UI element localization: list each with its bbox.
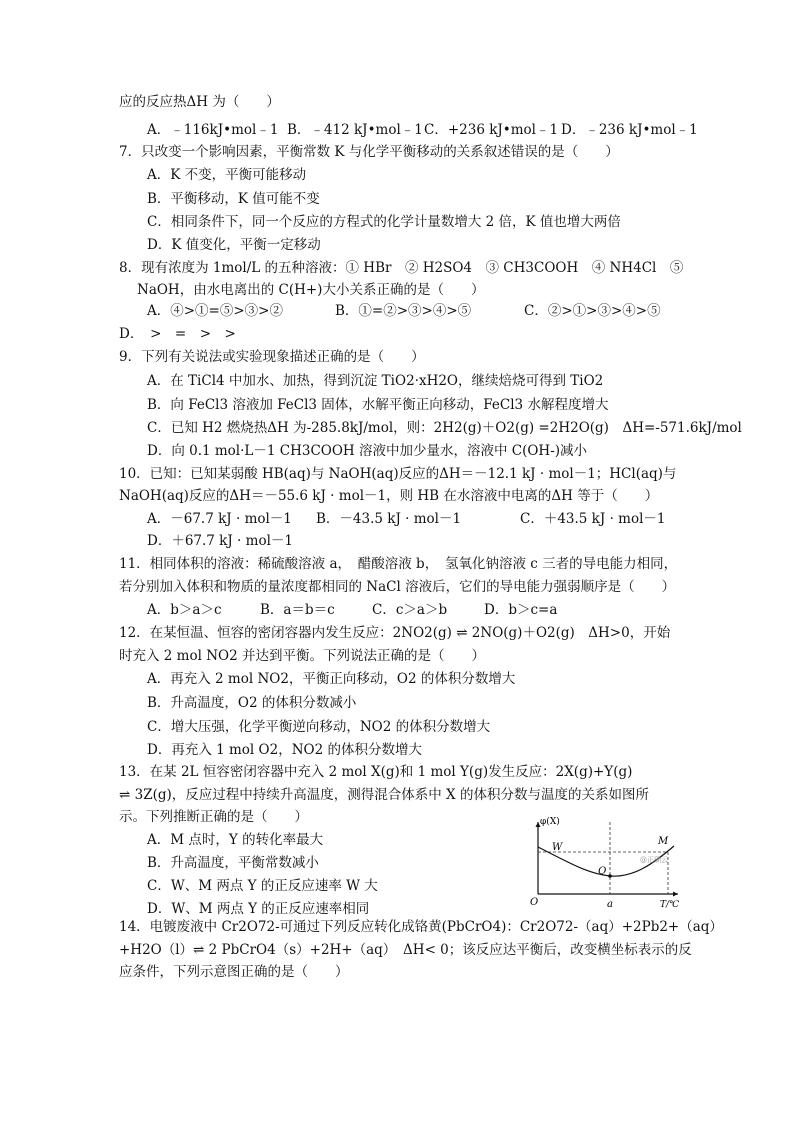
q13-stem-line2: ⇌ 3Z(g)，反应过程中持续升高温度，测得混合体系中 X 的体积分数与温度的关系如图所 (119, 787, 649, 803)
q13-stem-line1: 13．在某 2L 恒容密闭容器中充入 2 mol X(g)和 1 mol Y(g)发生反应：2X(g)+Y(g) (119, 764, 633, 780)
q14-stem-line2: +H2O（l）⇌ 2 PbCrO4（s）+2H+（aq） ΔH< 0；该反应达平衡后，改变横坐标表示的反 (119, 942, 692, 958)
q11-stem-line2: 若分别加入体积和物质的量浓度都相同的 NaCl 溶液后，它们的导电能力强弱顺序是（ ） (119, 579, 676, 595)
q10-option-d: D．＋67.7 kJ · mol－1 (147, 533, 293, 549)
q11-stem-line1: 11．相同体积的溶液：稀硫酸溶液 a， 醋酸溶液 b， 氢氧化钠溶液 c 三者的导电能力相同， (119, 556, 678, 572)
x-axis-arrow (673, 892, 678, 897)
q11-option-b: B．a＝b＝c (260, 602, 335, 618)
q9-stem: 9．下列有关说法或实验现象描述正确的是（ ） (119, 349, 425, 365)
q9-option-b: B．向 FeCl3 溶液加 FeCl3 固体，水解平衡正向移动，FeCl3 水解程度增大 (147, 397, 609, 413)
q6-option-c: C．+236 kJ•mol﹣1 (424, 122, 559, 138)
q9-option-d: D．向 0.1 mol·L－1 CH3COOH 溶液中加少量水，溶液中 C(OH-)减小 (147, 443, 588, 459)
q7-option-d: D．K 值变化，平衡一定移动 (147, 237, 321, 253)
q12-option-b: B．升高温度，O2 的体积分数减小 (147, 695, 357, 711)
q7-option-a: A．K 不变，平衡可能移动 (147, 167, 307, 183)
y-axis-label: φ(X) (540, 817, 560, 827)
q8-option-d: D． > = > > (119, 326, 236, 342)
q6-stem-tail: 应的反应热ΔH 为（ ） (119, 94, 280, 110)
q12-stem-line1: 12．在某恒温、恒容的密闭容器内发生反应：2NO2(g) ⇌ 2NO(g)＋O2(g) ΔH>0，开始 (119, 625, 671, 641)
q7-option-b: B．平衡移动，K 值可能不变 (147, 191, 320, 207)
point-q-label: Q (598, 866, 607, 877)
q6-option-a: A．﹣116kJ•mol﹣1 (147, 122, 279, 138)
q12-option-c: C．增大压强，化学平衡逆向移动，NO2 的体积分数增大 (147, 719, 491, 735)
q13-option-d: D．W、M 两点 Y 的正反应速率相同 (147, 901, 370, 917)
q13-stem-line3: 示。下列推断正确的是（ ） (119, 809, 308, 825)
q8-stem-line2: NaOH，由水电离出的 C(H+)大小关系正确的是（ ） (137, 282, 485, 298)
q10-option-c: C．＋43.5 kJ · mol－1 (520, 511, 666, 527)
q7-stem: 7．只改变一个影响因素，平衡常数 K 与化学平衡移动的关系叙述错误的是（ ） (119, 144, 619, 160)
origin-label: O (530, 897, 539, 908)
q10-option-a: A．－67.7 kJ · mol－1 (147, 511, 292, 527)
q11-option-c: C．c＞a＞b (372, 602, 448, 618)
q14-stem-line1: 14．电镀废液中 Cr2O72-可通过下列反应转化成铬黄(PbCrO4)：Cr2O72-（aq）+2Pb2+（aq） (119, 919, 723, 935)
q14-stem-line3: 应条件，下列示意图正确的是（ ） (119, 964, 349, 980)
point-w-label: W (552, 842, 563, 853)
q10-stem-line2: NaOH(aq)反应的ΔH＝－55.6 kJ · mol－1，则 HB 在水溶液中电离的ΔH 等于（ ） (119, 488, 659, 504)
x-axis-label: T/℃ (660, 900, 680, 910)
q12-stem-line2: 时充入 2 mol NO2 并达到平衡。下列说法正确的是（ ） (119, 648, 485, 664)
q10-stem-line1: 10．已知：已知某弱酸 HB(aq)与 NaOH(aq)反应的ΔH＝－12.1 kJ · mol－1；HCl(aq)与 (119, 466, 677, 482)
q8-option-a: A．④>①=⑤>③>② (147, 303, 283, 319)
q13-temperature-figure (528, 812, 684, 912)
q12-option-a: A．再充入 2 mol NO2，平衡正向移动，O2 的体积分数增大 (147, 671, 516, 687)
q13-option-c: C．W、M 两点 Y 的正反应速率 W 大 (147, 878, 378, 894)
tick-a-label: a (607, 899, 613, 910)
q7-option-c: C．相同条件下，同一个反应的方程式的化学计量数增大 2 倍，K 值也增大两倍 (147, 214, 621, 230)
q13-option-a: A．M 点时，Y 的转化率最大 (147, 832, 324, 848)
q11-option-a: A．b＞a＞c (147, 602, 222, 618)
q9-option-a: A．在 TiCl4 中加水、加热，得到沉淀 TiO2·xH2O，继续焙烧可得到 TiO2 (147, 373, 604, 389)
q12-option-d: D．再充入 1 mol O2，NO2 的体积分数增大 (147, 742, 422, 758)
min-point-dot (608, 874, 612, 878)
q8-stem-line1: 8．现有浓度为 1mol/L 的五种溶液：① HBr ② H2SO4 ③ CH3COOH ④ NH4Cl ⑤ (119, 260, 684, 276)
q13-option-b: B．升高温度，平衡常数减小 (147, 855, 319, 871)
point-m-label: M (658, 836, 669, 847)
q8-option-b: B．①=②>③>④>⑤ (335, 303, 472, 319)
q11-option-d: D．b＞c=a (484, 602, 558, 618)
q6-option-b: B．﹣412 kJ•mol﹣1 (287, 122, 423, 138)
q8-option-c: C．②>①>③>④>⑤ (524, 303, 661, 319)
q9-option-c: C．已知 H2 燃烧热ΔH 为-285.8kJ/mol，则：2H2(g)＋O2(g) =2H2O(g) ΔH=-571.6kJ/mol (147, 420, 742, 436)
q10-option-b: B．－43.5 kJ · mol－1 (316, 511, 462, 527)
q6-option-d: D．﹣236 kJ•mol﹣1 (561, 122, 698, 138)
watermark-text: @正确云 (640, 856, 668, 864)
